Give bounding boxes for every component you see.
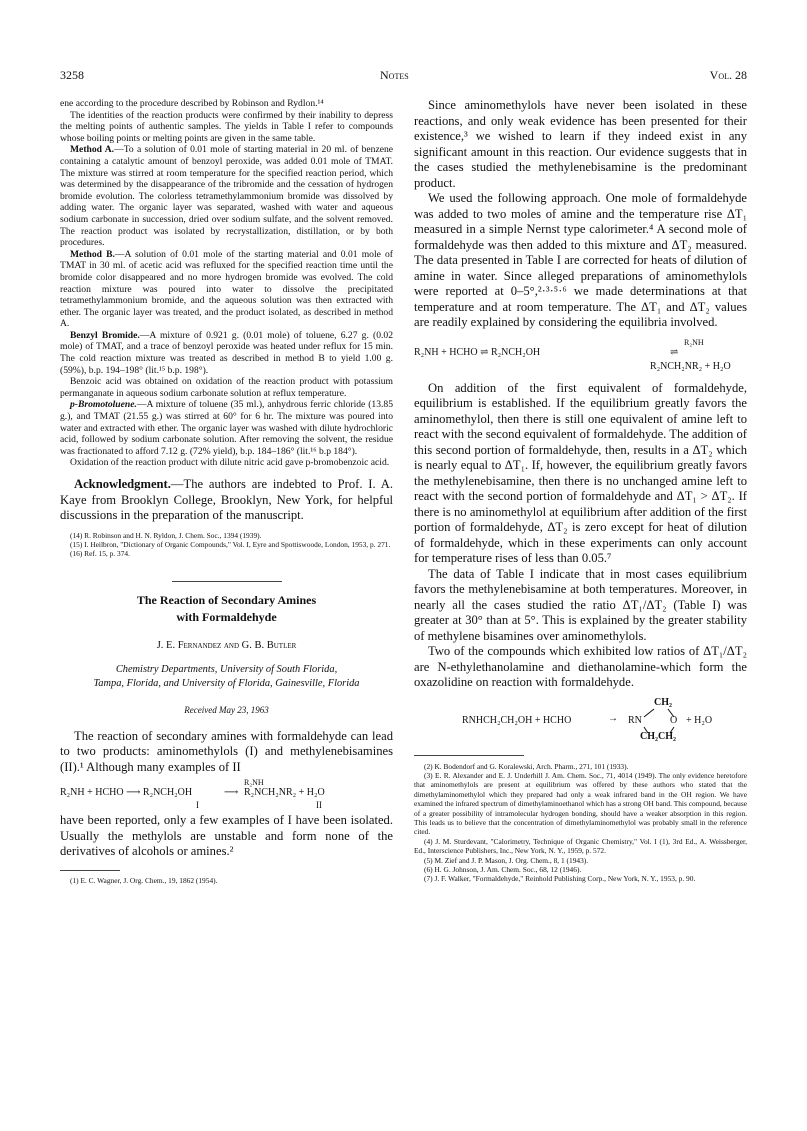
method-b-paragraph: Method B.—A solution of 0.01 mole of the starting material and 0.01 mole of TMAT in 30 ml. of acetic acid was refluxed for the specified reaction time until the bromide color disappeared and no more hydrogen bromide was evolved. The cold reaction mixture was poured into water to dissolve the precipitated tetramethylammonium bromide, and the aqueous solution was then extracted with ether. The organic layer was treated, and the product isolated, as described in method A. [60,248,394,330]
paragraph: The data of Table I indicate that in most cases equilibrium favors the methylenebisamine at both temperatures. Moreover, in nearly all the cases studied the ratio ΔT₁/ΔT₂ (Table I) was greater at 30° than at 5°. This is explained by the greater stability of methylene bisamines over aminomethylols. [414,566,747,643]
equation-arrow: ⟶ [224,787,239,799]
equation-arrow: → [608,712,618,724]
journal-section: Notes [380,68,409,82]
affiliation: Chemistry Departments, University of South Florida, Tampa, Florida, and University of Florida, Gainesville, Florida [93,663,360,689]
footnote: (2) K. Bodendorf and G. Koralewski, Arch. Pharm., 271, 101 (1933). [424,761,629,771]
benzyl-bromide-label: Benzyl Bromide. [70,329,140,341]
article-title: The Reaction of Secondary Amines with Formaldehyde [136,592,317,624]
footnote-divider [60,870,120,871]
method-a-paragraph: Method A.—To a solution of 0.01 mole of starting material in 20 ml. of benzene containing a catalytic amount of benzoyl peroxide, was added 0.01 mole of TMAT. The mixture was stirred at room temperature for the specified reaction period, which was determined by the disappearance of the tribromide and the cessation of hydrogen bromide evolution. The colorless tetramethylammonium bromide was dissolved by adding water. The organic layer was separated, washed with water and aqueous sodium carbonate in succession, dried over sodium sulfate, and the solvent removed. The reaction product was isolated by recrystallization, distillation, or by both procedures. [60,144,394,249]
footnote: (3) E. R. Alexander and E. J. Underhill J. Am. Chem. Soc., 71, 4014 (1949). The only evidence heretofore that aminomethylols are present at equilibrium was offered by these authors who stated that the dimethylaminomethylol which they prepared had only a weak infrared band in the OH region. We have examined the infrared spectrum of dimethylaminoethanol which has a strong OH band. This compound, because of a greater possibility of intramolecular hydrogen bonding, should have a weaker absorption in this region. This leads us to believe that the concentration of dimethylaminomethylol was probably small in the reference cited. [414,770,747,837]
equation-1 [60,777,393,811]
equation-lhs: R₂NH + HCHO ⟶ R₂NCH₂OH [60,787,193,799]
oxazolidine-ring-bonds [638,705,682,735]
divider [172,581,282,582]
page-number: 3258 [60,68,84,82]
acknowledgment: Acknowledgment.—The authors are indebted to Prof. I. A. Kaye from Brooklyn College, Brooklyn, New York, for helpful discussions in the preparation of the manuscript. [60,477,393,522]
volume: Vol. 28 [709,68,747,82]
ring-bottom: CH₂CH₂ [640,730,676,742]
p-bromotoluene-label: p-Bromotoluene. [70,399,137,411]
paragraph: Oxidation of the reaction product with dilute nitric acid gave p-bromobenzoic acid. [70,457,390,469]
equation-reagent: R₂NH [244,778,264,788]
equation-rhs: + H₂O [686,714,713,726]
right-column [414,98,747,884]
equation-rhs: R₂NCH₂NR₂ + H₂O [650,360,731,372]
intro-paragraph: The reaction of secondary amines with formaldehyde can lead to two products: aminomethylols (I) and methylenebisamines (II).¹ Although many examples of II [60,728,393,774]
method-b-label: Method B. [70,248,115,260]
acknowledgment-label: Acknowledgment. [74,477,171,491]
footnote: (16) Ref. 15, p. 374. [70,549,130,559]
authors: J. E. Fernandez and G. B. Butler [156,639,297,651]
label-i: I [196,800,199,811]
footnotes [60,531,393,559]
footnote: (7) J. F. Walker, "Formaldehyde," Reinhold Publishing Corp., New York, N. Y., 1953, p. 90. [424,874,696,884]
benzyl-bromide-paragraph: Benzyl Bromide.—A mixture of 0.921 g. (0.01 mole) of toluene, 6.27 g. (0.02 mole) of TMAT, and a trace of benzoyl peroxide was heated under reflux for 15 min. The cold reaction mixture was treated as described in method B to yield 1.00 g. (59%), b.p. 194–198° (lit.¹⁵ b.p. 198°). [60,329,393,376]
footnote-divider [414,755,524,756]
left-column [60,98,393,885]
paragraph: Two of the compounds which exhibited low ratios of ΔT₁/ΔT₂ are N-ethylethanolamine and diethanolamine-which form the oxazolidine on reaction with formaldehyde. [414,644,747,689]
footnote: (15) I. Heilbron, "Dictionary of Organic Compounds," Vol. I, Eyre and Spottiswoode, London, 1953, p. 271. [70,539,391,549]
paragraph: On addition of the first equivalent of formaldehyde, equilibrium is established. If the equilibrium greatly favors the aminomethylol, then there is still one equivalent of amine left to react with the second equivalent of formaldehyde. The addition of this second portion of formaldehyde, then, results in a ΔT₂ which is nearly equal to ΔT₁. If, however, the equilibrium greatly favors the methylenebisamine, then there is no unchanged amine left to react with the second portion of formaldehyde and ΔT₁ > ΔT₂. If there is no aminomethylol at equilibrium after addition of the first portion of formaldehyde, ΔT₂ is zero except for heat of dilution of formaldehyde, which in these experiments can only account for temperature rises of less than 0.05.⁷ [414,380,747,565]
paragraph: The identities of the reaction products were confirmed by their inability to depress the melting points of authentic samples. The yields in Table I refer to compounds whose boiling points or melting points are given in the same table. [60,109,393,144]
paragraph: We used the following approach. One mole of formaldehyde was added to two moles of amine and the temperature rise ΔT₁ measured in a simple Nernst type calorimeter.⁴ A second mole of formaldehyde was then added to this mixture and ΔT₂ measured. The data presented in Table I are corrected for heats of dilution of amine in water. Since alleged preparations of aminomethylols were reported at 0–5°,²·³·⁵·⁶ we made determinations at that temperature and at room temperature. The ΔT₁ and ΔT₂ values are readily explained by considering the equilibria involved. [414,191,747,329]
equation-lhs: RNHCH₂CH₂OH + HCHO [462,714,572,726]
equilibrium-arrow: ⇌ [670,346,679,358]
footnote: (5) M. Zief and J. P. Mason, J. Org. Chem., 8, 1 (1943). [424,855,589,865]
ring-nitrogen: RN [628,714,642,726]
intro-paragraph-cont: have been reported, only a few examples of I have been isolated. Usually the methylols are unstable and form none of the derivatives of alcohols or amines.² [60,813,393,859]
footnote: (1) E. C. Wagner, J. Org. Chem., 19, 1862 (1954). [70,875,218,885]
paragraph: Benzoic acid was obtained on oxidation of the reaction product with potassium permanganate in aqueous sodium carbonate solution at reflux temperature. [60,376,393,399]
label-ii: II [316,800,322,811]
equation-lhs: R₂NH + HCHO ⇌ R₂NCH₂OH [414,346,541,358]
equation-reagent: R₂NH [684,337,704,347]
equation-2 [414,337,747,375]
paragraph: Since aminomethylols have never been isolated in these reactions, and only weak evidence has been presented for their existence,³ we wished to learn if they indeed exist in any significant amount in this reaction. Our evidence suggests that in the cases studied the methylenebisamine is the predominant product. [414,98,747,190]
received-date: Received May 23, 1963 [184,704,269,715]
running-header [60,68,747,84]
paragraph: ene according to the procedure described by Robinson and Rydlon.¹⁴ [60,98,324,109]
ring-top: CH₂ [654,696,672,708]
footnote: (14) R. Robinson and H. N. Ryldon, J. Chem. Soc., 1394 (1939). [70,530,262,540]
ring-oxygen: O [670,714,678,726]
footnote: (4) J. M. Sturdevant, "Calorimetry, Technique of Organic Chemistry," Vol. I (1), 3rd Ed., A. Weissberger, Ed., Interscience Publishers, Inc., New York, N. Y., 1959, p. 572. [414,836,747,856]
method-a-label: Method A. [70,144,115,156]
equation-rhs: R₂NCH₂NR₂ + H₂O [244,787,325,799]
footnote: (6) H. G. Johnson, J. Am. Chem. Soc., 68, 12 (1946). [424,864,582,874]
footnotes [414,762,747,884]
equation-3 [414,697,747,745]
p-bromotoluene-paragraph: p-Bromotoluene.—A mixture of toluene (35 ml.), anhydrous ferric chloride (13.85 g.), and TMAT (21.55 g.) was stirred at 60° for 6 hr. The mixture was poured into water and extracted with ether. The organic layer was washed with dilute hydrochloric acid, followed by sodium carbonate solution. After removing the solvent, the residue was fractionated to afford 7.12 g. (72% yield), b.p. 184–186° (lit.¹⁶ b.p 184°). [60,399,393,457]
